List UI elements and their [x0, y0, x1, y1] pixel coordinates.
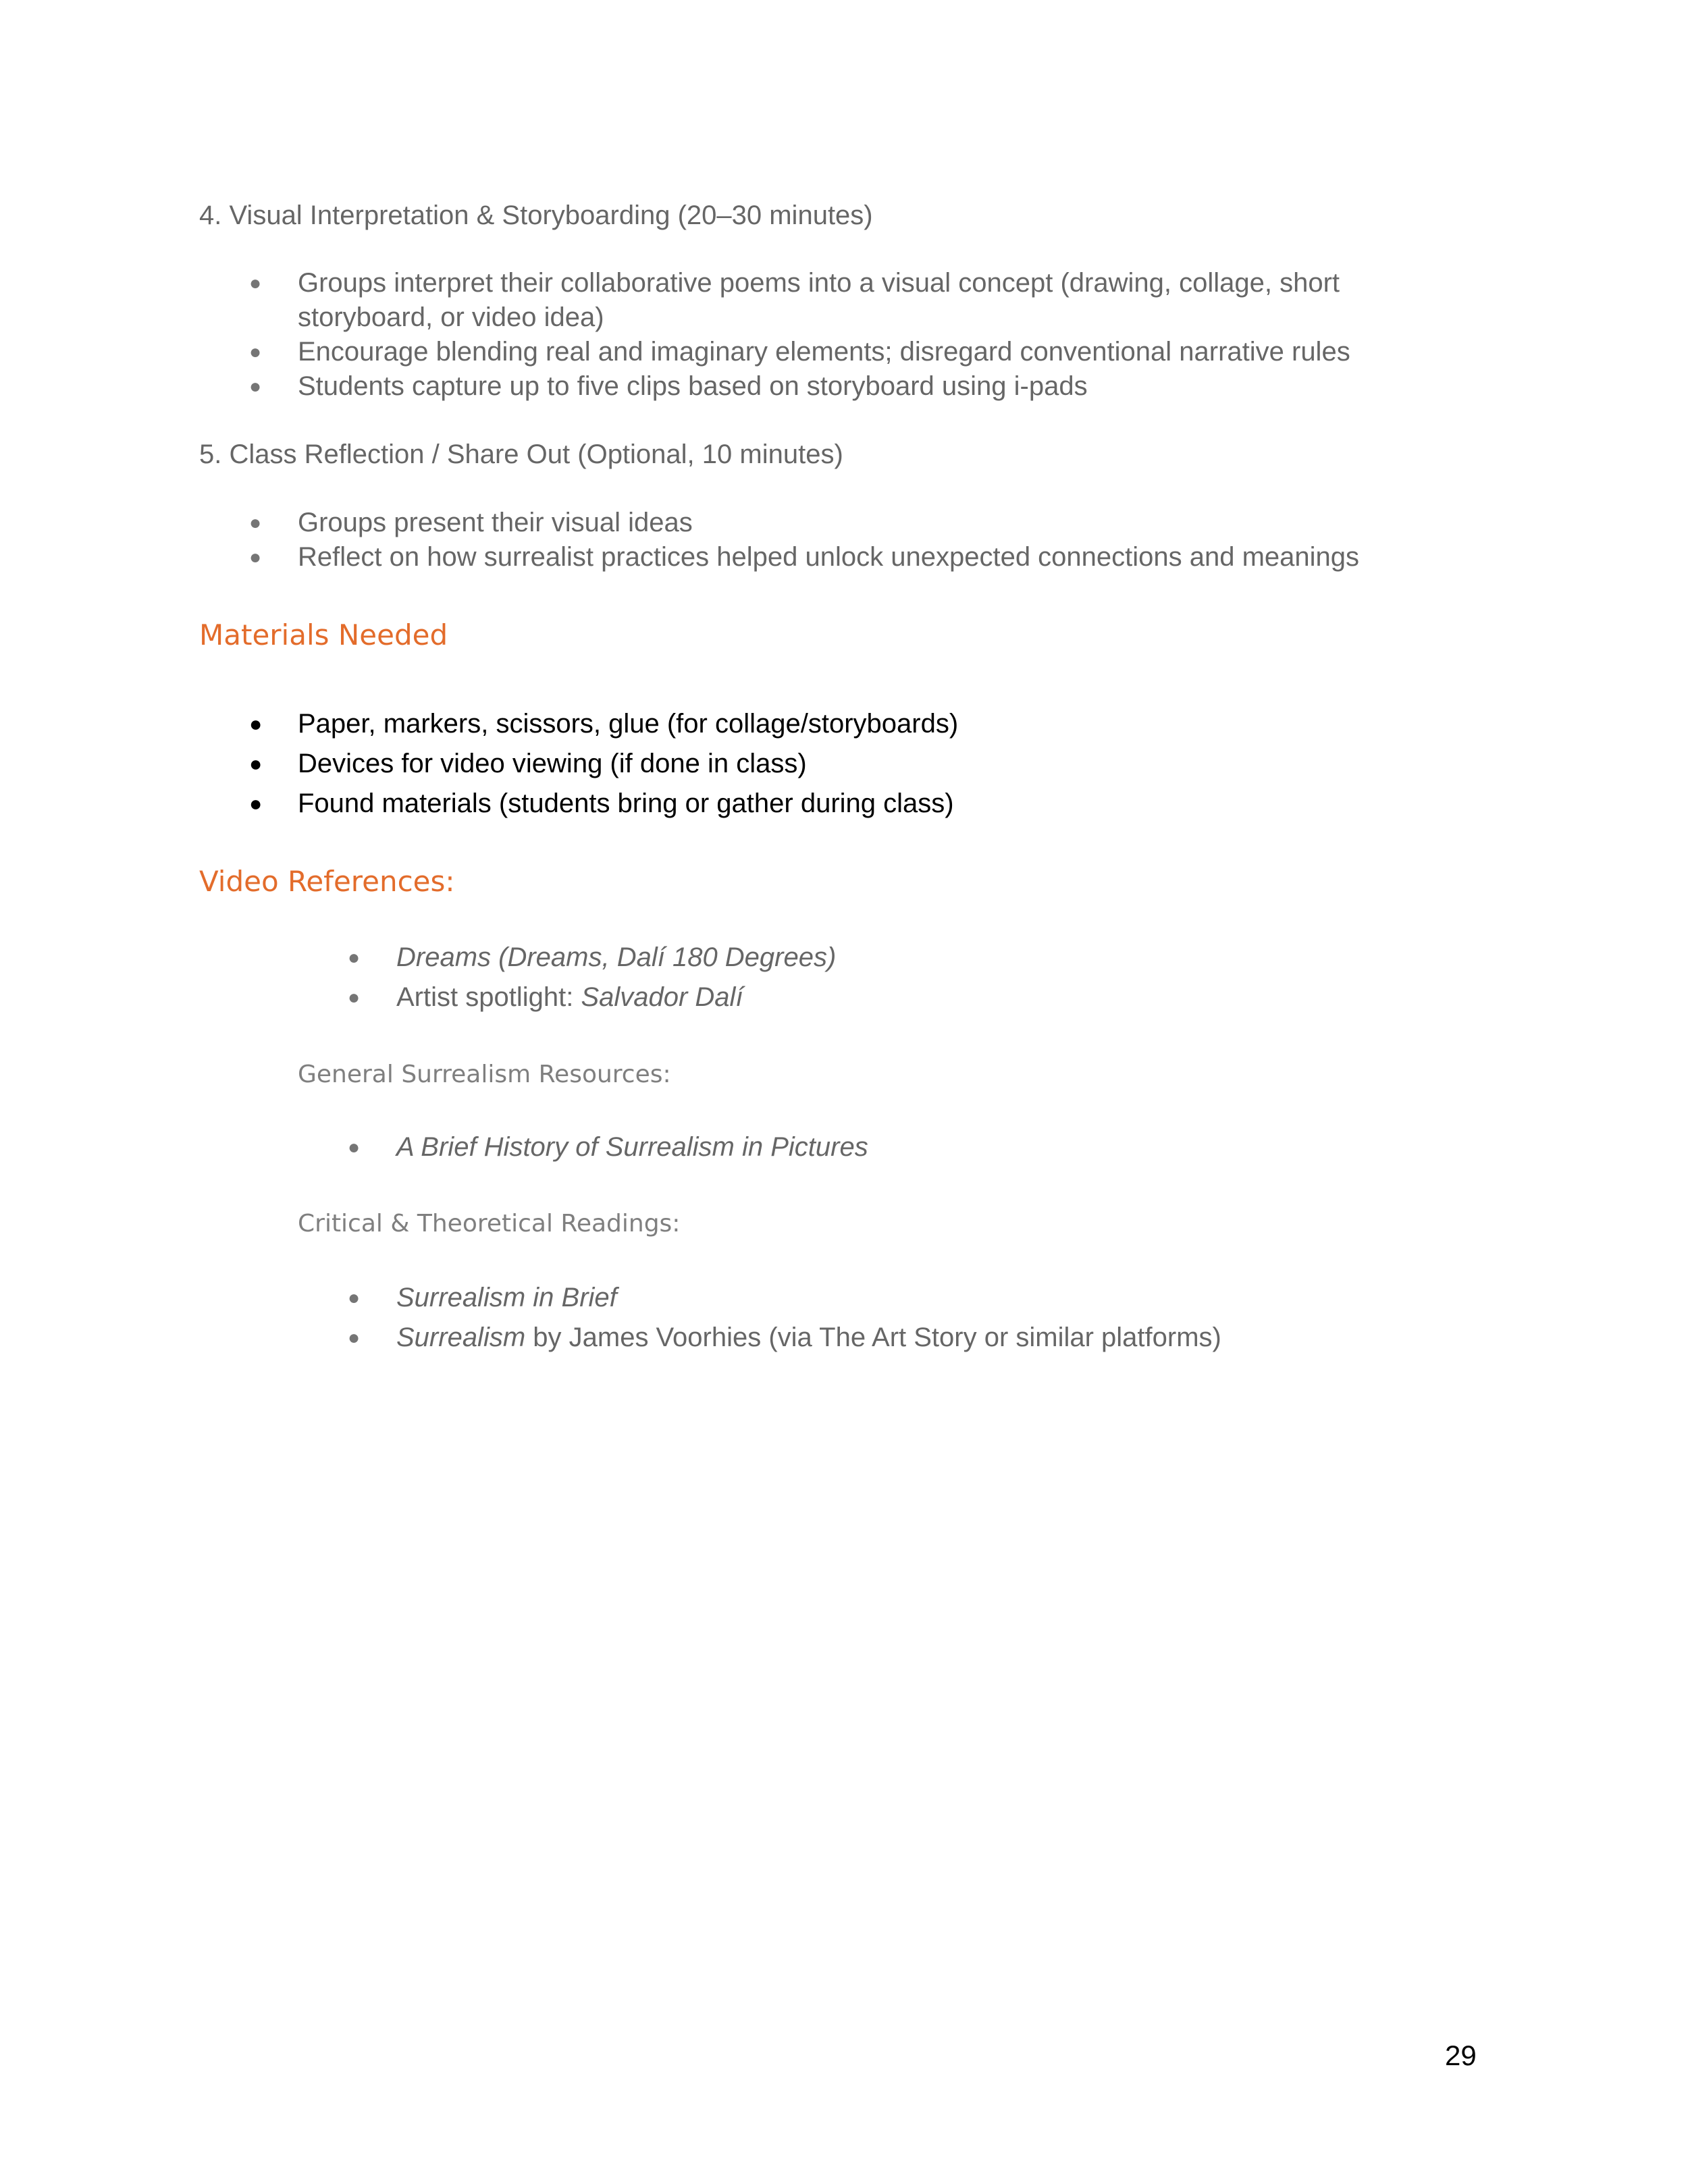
list-item-text: Groups present their visual ideas: [298, 508, 693, 537]
list-item: [348, 978, 1477, 1017]
bullet-icon: ●: [249, 546, 262, 568]
materials-heading: Materials Needed: [199, 618, 448, 651]
bullet-icon: ●: [249, 341, 262, 363]
list-item-text: Encourage blending real and imaginary elements; disregard conventional narrative rules: [298, 337, 1350, 367]
reference-suffix: by James Voorhies (via The Art Story or similar platforms): [525, 1323, 1221, 1352]
list-item-text: Groups interpret their collaborative poems into a visual concept (drawing, collage, short storyboard, or video idea): [298, 268, 1340, 332]
list-item-text: Devices for video viewing (if done in class): [298, 749, 807, 778]
bullet-icon: ●: [249, 512, 262, 534]
critical-readings-list: [348, 1278, 1477, 1358]
bullet-icon: ●: [249, 712, 263, 736]
critical-readings-heading: Critical & Theoretical Readings:: [298, 1210, 681, 1237]
bullet-icon: ●: [348, 986, 361, 1009]
step-5-title: 5. Class Reflection / Share Out (Optional, 10 minutes): [199, 440, 843, 469]
video-references-list: [348, 938, 1477, 1017]
step-5-bullet-list: [249, 506, 1459, 575]
list-item: [249, 369, 1459, 404]
reference-title: A Brief History of Surrealism in Pictures: [396, 1132, 868, 1162]
list-item-text: Paper, markers, scissors, glue (for collage/storyboards): [298, 709, 959, 739]
reference-title: Salvador Dalí: [581, 982, 743, 1012]
general-resources-list: [348, 1127, 1477, 1167]
page-number: 29: [1445, 2040, 1477, 2071]
reference-title: Dreams (Dreams, Dalí 180 Degrees): [396, 942, 837, 972]
list-item: [249, 784, 1459, 824]
reference-title: Surrealism in Brief: [396, 1283, 617, 1312]
list-item: [348, 938, 1477, 978]
bullet-icon: ●: [249, 375, 262, 398]
list-item: [249, 704, 1459, 744]
step-4-title: 4. Visual Interpretation & Storyboarding (20–30 minutes): [199, 201, 873, 230]
list-item: [249, 266, 1459, 335]
list-item: [249, 540, 1459, 575]
list-item-text: Reflect on how surrealist practices helped unlock unexpected connections and meanings: [298, 542, 1360, 572]
reference-prefix: Artist spotlight:: [396, 982, 581, 1012]
list-item: [348, 1127, 1477, 1167]
bullet-icon: ●: [348, 1327, 361, 1349]
list-item-text: Students capture up to five clips based on storyboard using i-pads: [298, 371, 1088, 401]
list-item: [348, 1278, 1477, 1318]
bullet-icon: ●: [348, 1287, 361, 1309]
general-resources-heading: General Surrealism Resources:: [298, 1061, 671, 1088]
list-item-text: Found materials (students bring or gather during class): [298, 789, 954, 818]
materials-list: [249, 704, 1459, 824]
video-references-heading: Video References:: [199, 865, 455, 898]
bullet-icon: ●: [348, 1136, 361, 1158]
bullet-icon: ●: [249, 272, 262, 294]
list-item: [249, 506, 1459, 540]
bullet-icon: ●: [249, 751, 263, 776]
list-item: [348, 1318, 1477, 1358]
list-item: [249, 744, 1459, 784]
bullet-icon: ●: [249, 791, 263, 816]
reference-title: Surrealism: [396, 1323, 526, 1352]
list-item: [249, 335, 1459, 369]
bullet-icon: ●: [348, 947, 361, 969]
step-4-bullet-list: [249, 266, 1459, 404]
